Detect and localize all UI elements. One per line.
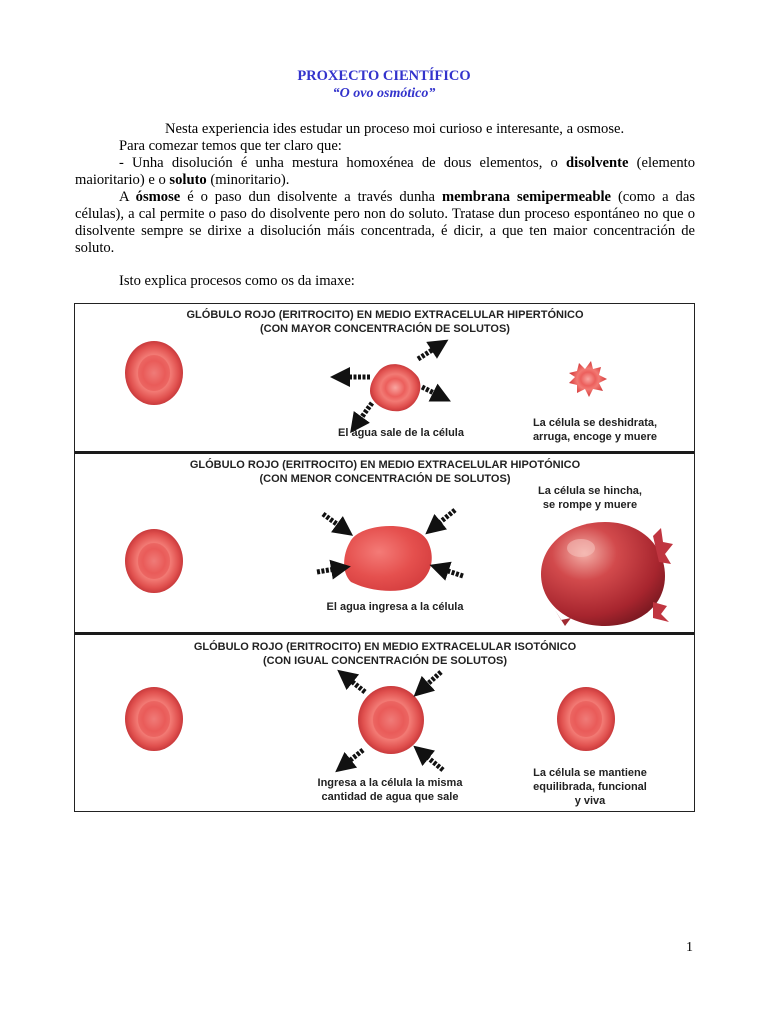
- hypertonic-title: GLÓBULO ROJO (ERITROCITO) EN MEDIO EXTRACELULAR HIPERTÓNICO (CON MAYOR CONCENTRACIÓN DE SOLUTOS): [186, 309, 584, 335]
- osmosis-diagram: [74, 303, 695, 812]
- isotonic-caption: Ingresa a la célula la misma cantidad de agua que sale: [317, 777, 463, 803]
- hypertonic-caption: El agua sale de la célula: [338, 427, 464, 439]
- page-number: 1: [686, 940, 693, 955]
- normal-red-blood-cell: [123, 340, 185, 406]
- intro-paragraph-3: - Unha disolución é unha mestura homoxénea de dous elementos, o disolvente (elemento maioritario) e o soluto (minoritario).: [75, 155, 695, 188]
- intro-paragraph-4: A ósmose é o paso dun disolvente a través dunha membrana semipermeable (como a das células), a cal permite o paso do disolvente pero non do soluto. Tratase dun proceso espontáneo no que o disolvente sempre se dirixe a disolución máis concentrada, é dicir, a que ten maior concentración de soluto.: [75, 189, 695, 256]
- intro-paragraph-2: Para comezar temos que ter claro que:: [119, 138, 342, 154]
- hypertonic-result: La célula se deshidrata, arruga, encoge y muere: [532, 417, 658, 443]
- healthy-red-blood-cell: [555, 686, 617, 752]
- normal-red-blood-cell: [123, 528, 185, 594]
- isotonic-title: GLÓBULO ROJO (ERITROCITO) EN MEDIO EXTRACELULAR ISOTÓNICO (CON IGUAL CONCENTRACIÓN DE SOLUTOS): [193, 641, 577, 667]
- burst-red-blood-cell: [535, 514, 675, 629]
- hypotonic-caption: El agua ingresa a la célula: [326, 601, 464, 613]
- isotonic-result: La célula se mantiene equilibrada, funcional y viva: [533, 767, 647, 807]
- shrinking-red-blood-cell: [330, 337, 460, 427]
- document-title: PROXECTO CIENTÍFICO: [297, 68, 471, 84]
- balanced-red-blood-cell: [333, 666, 449, 774]
- swelling-red-blood-cell: [315, 502, 465, 597]
- crenated-red-blood-cell: [565, 359, 611, 401]
- panel-separator: [75, 632, 694, 635]
- intro-paragraph-5: Isto explica procesos como os da imaxe:: [119, 273, 355, 289]
- panel-separator: [75, 451, 694, 454]
- hypotonic-result: La célula se hincha, se rompe y muere: [538, 485, 642, 511]
- intro-paragraph-1: Nesta experiencia ides estudar un proceso moi curioso e interesante, a osmose.: [165, 121, 625, 137]
- document-subtitle: “O ovo osmótico”: [332, 86, 436, 101]
- normal-red-blood-cell: [123, 686, 185, 752]
- hypotonic-title: GLÓBULO ROJO (ERITROCITO) EN MEDIO EXTRACELULAR HIPOTÓNICO (CON MENOR CONCENTRACIÓN DE SOLUTOS): [189, 459, 581, 485]
